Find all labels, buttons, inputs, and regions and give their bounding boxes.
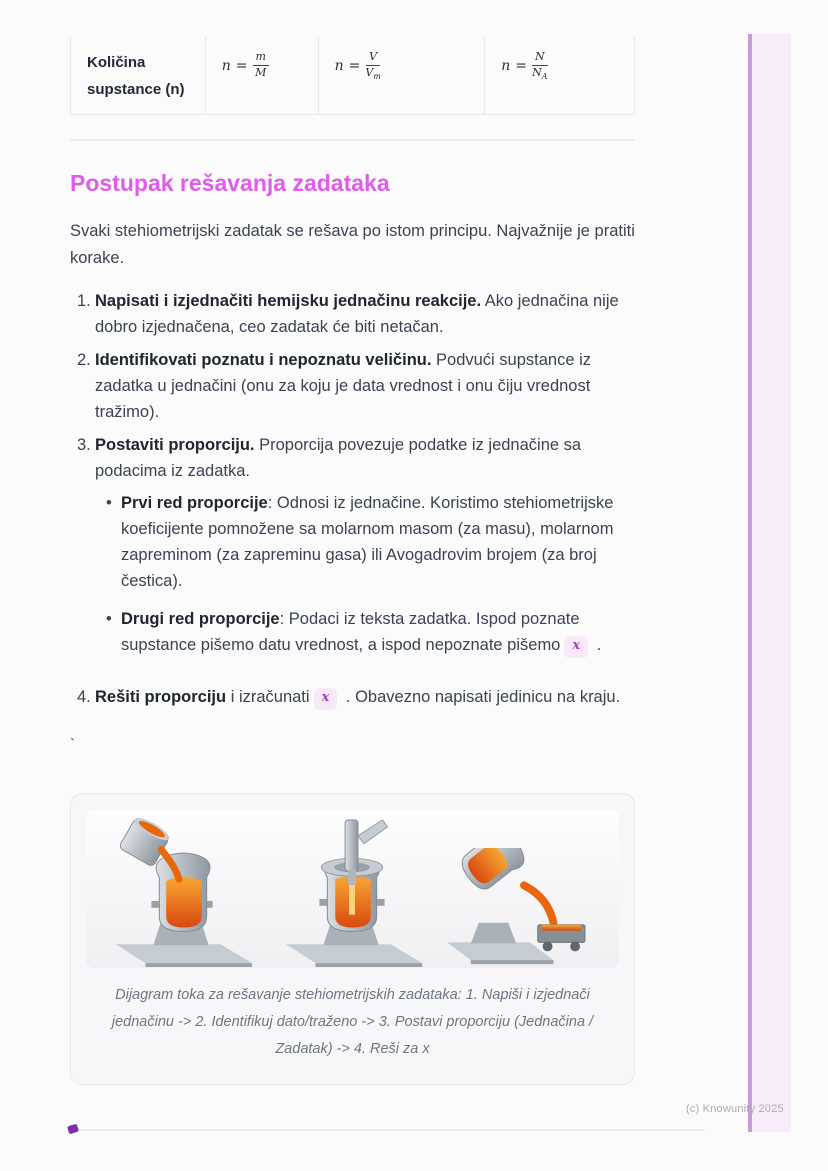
list-item <box>95 490 635 594</box>
denominator-text: N <box>532 65 542 79</box>
list-item-text <box>121 490 635 594</box>
list-marker: 3. <box>77 436 91 454</box>
figure-card <box>70 793 635 1085</box>
step-text: i izračunati <box>226 688 310 706</box>
list-marker: 4. <box>77 688 91 706</box>
list-item-text <box>95 288 635 340</box>
list-item <box>70 432 635 670</box>
formula-var: n <box>501 58 511 74</box>
equals-sign: = <box>515 58 528 74</box>
converter-pouring-out-illustration <box>443 848 601 968</box>
numerator: N <box>532 51 548 66</box>
formula-n-m-M <box>222 51 269 81</box>
figure-image <box>86 810 619 968</box>
step-bold-lead: Postaviti proporciju. <box>95 436 255 454</box>
step-bold-lead: Rešiti proporciju <box>95 688 227 706</box>
fraction <box>365 51 381 81</box>
formula-n-N-NA <box>501 51 547 81</box>
quantity-table-row <box>70 36 635 115</box>
document-content <box>70 0 635 1140</box>
table-row-label: Količina supstance (n) <box>71 36 206 114</box>
bullet-marker: • <box>106 494 112 512</box>
list-item-text <box>95 347 635 425</box>
list-item <box>70 684 635 710</box>
denominator <box>365 66 381 81</box>
bullet-marker: • <box>106 610 112 628</box>
x-variable-badge: x <box>314 688 338 710</box>
list-item-text <box>95 432 635 670</box>
fraction <box>253 51 269 81</box>
copyright-text: (c) Knowunity 2025 <box>686 1103 784 1115</box>
x-variable-badge: x <box>564 636 588 658</box>
clipped-bottom-divider <box>70 1129 705 1131</box>
formula-var: n <box>334 58 344 74</box>
page-margin-scrollbar[interactable] <box>748 34 791 1132</box>
step-text: Podvući supstance iz zadatka u jednačini (onu za koju je data vrednost i onu čiju vrednost tražimo). <box>95 351 592 421</box>
converter-with-lance-illustration <box>274 816 432 968</box>
bullet-bold-lead: Drugi red proporcije <box>121 610 280 628</box>
denominator-text: V <box>365 65 374 79</box>
section-divider <box>70 139 635 141</box>
step-bold-lead: Napisati i izjednačiti hemijsku jednačinu reakcije. <box>95 292 482 310</box>
steps-list <box>70 288 635 710</box>
denominator <box>255 66 266 81</box>
list-item <box>70 347 635 425</box>
bullet-text: : Podaci iz teksta zadatka. Ispod poznate supstance pišemo datu vrednost, a ispod nepoznate pišemo <box>121 610 580 654</box>
page-title: Postupak rešavanja zadataka <box>70 170 390 196</box>
step-bold-lead: Identifikovati poznatu i nepoznatu veličinu. <box>95 351 432 369</box>
intro-paragraph: Svaki stehiometrijski zadatak se rešava po istom principu. Najvažnije je pratiti korake. <box>70 222 635 267</box>
bullet-bold-lead: Prvi red proporcije <box>121 494 268 512</box>
formula-n-V-Vm <box>335 51 381 81</box>
denominator-sub: A <box>541 71 548 81</box>
list-item-text <box>95 684 635 710</box>
stray-backtick <box>70 1123 635 1140</box>
bullet-text: : Odnosi iz jednačine. Koristimo stehiometrijske koeficijente pomnožene sa molarnom masom (za masu), molarnom zapreminom (za zapreminu gasa) ili Avogadrovim brojem (za broj čestica). <box>121 494 614 590</box>
list-marker: 1. <box>77 292 91 310</box>
formula-cell-volume <box>319 36 486 114</box>
denominator-text: M <box>255 65 267 79</box>
formula-cell-mass <box>206 36 319 114</box>
numerator: V <box>366 51 380 66</box>
stray-backtick: ` <box>70 736 75 753</box>
equals-sign: = <box>348 58 361 74</box>
list-item <box>70 288 635 340</box>
formula-var: n <box>221 58 231 74</box>
equals-sign: = <box>235 58 248 74</box>
figure-caption: Dijagram toka za rešavanje stehiometrijskih zadataka: 1. Napiši i izjednači jednačinu -> 2. Identifikuj dato/traženo -> 3. Postavi proporciju (Jednačina / Zadatak) -> 4. Reši za x <box>111 987 594 1057</box>
formula-cell-particles <box>485 36 635 114</box>
list-marker: 2. <box>77 351 91 369</box>
fraction <box>532 51 548 81</box>
converter-pouring-in-illustration <box>104 816 262 968</box>
list-item <box>95 606 635 658</box>
step-text: Ako jednačina nije dobro izjednačena, ceo zadatak će biti netačan. <box>95 292 619 336</box>
sub-bullet-list <box>95 490 635 658</box>
denominator <box>532 66 547 81</box>
bullet-text-after: . <box>592 636 602 654</box>
list-item-text <box>121 606 635 658</box>
numerator: m <box>253 51 269 66</box>
step-text-after: . Obavezno napisati jedinicu na kraju. <box>341 688 621 706</box>
denominator-sub: m <box>373 71 381 81</box>
step-text: Proporcija povezuje podatke iz jednačine sa podacima iz zadatka. <box>95 436 582 480</box>
